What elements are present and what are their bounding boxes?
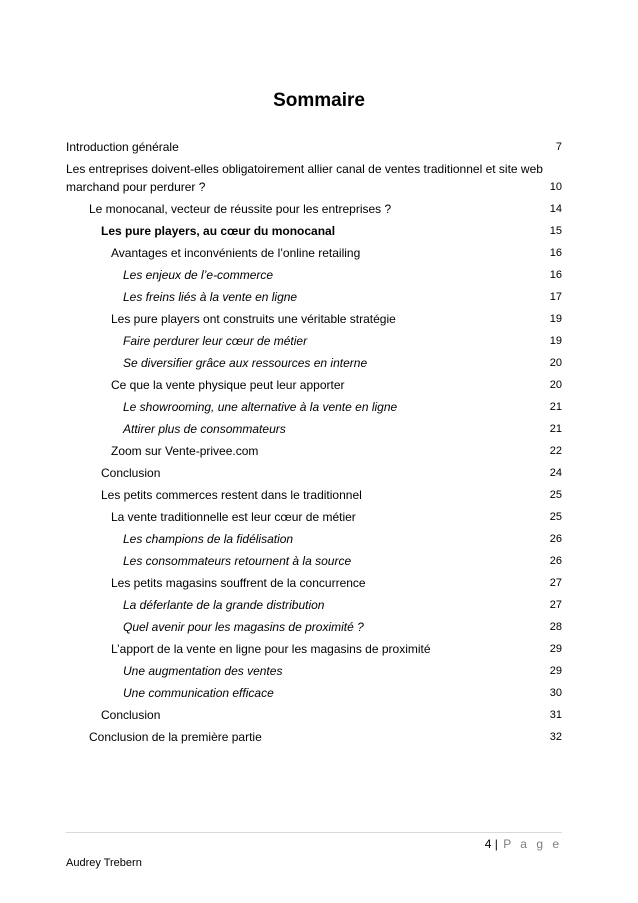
toc-entry-title: Les champions de la fidélisation — [123, 532, 294, 546]
toc-entry-page: 24 — [549, 467, 562, 479]
toc-entry-title: Les pure players ont construits une véritable stratégie — [111, 312, 396, 326]
toc-entry-title: Une augmentation des ventes — [123, 664, 283, 678]
toc-entry-title: Une communication efficace — [123, 686, 274, 700]
toc-entry-page: 20 — [549, 379, 562, 391]
footer-divider — [66, 832, 562, 833]
toc-entry-page: 15 — [549, 225, 562, 237]
toc-entry-page: 16 — [549, 269, 562, 281]
toc-entry-page: 29 — [549, 665, 562, 677]
toc-entry-title: Les freins liés à la vente en ligne — [123, 290, 298, 304]
page-separator: | — [494, 837, 498, 851]
toc-entry-title: marchand pour perdurer ? — [66, 180, 206, 194]
toc-entry-page: 30 — [549, 687, 562, 699]
toc-entry-page: 25 — [549, 489, 562, 501]
toc-entry-title: Quel avenir pour les magasins de proximité ? — [123, 620, 364, 634]
toc-entry-page: 21 — [549, 401, 562, 413]
toc-entry-title: Les pure players, au cœur du monocanal — [101, 224, 336, 238]
toc-entry-page: 29 — [549, 643, 562, 655]
toc-entry-title: Conclusion — [101, 708, 161, 722]
toc-entry-page: 14 — [549, 203, 562, 215]
page-word: P a g e — [503, 837, 562, 851]
toc-entry-page: 26 — [549, 533, 562, 545]
toc-entry-title: Le showrooming, une alternative à la vente en ligne — [123, 400, 398, 414]
toc-entry-page: 19 — [549, 313, 562, 325]
toc-entry-title: Ce que la vente physique peut leur apporter — [111, 378, 345, 392]
toc-entry-page: 21 — [549, 423, 562, 435]
footer-author: Audrey Trebern — [66, 857, 142, 869]
toc-entry-page: 7 — [555, 141, 562, 153]
toc-entry-page: 20 — [549, 357, 562, 369]
toc-entry-title: Introduction générale — [66, 140, 179, 154]
toc-entry-page: 17 — [549, 291, 562, 303]
toc-entry-title: Les entreprises doivent-elles obligatoirement allier canal de ventes traditionnel et site web — [66, 162, 543, 176]
toc-entry-title: Conclusion — [101, 466, 161, 480]
toc-entry-title: Attirer plus de consommateurs — [123, 422, 286, 436]
toc-entry-title: Avantages et inconvénients de l’online retailing — [111, 246, 361, 260]
toc-entry-title: Les petits magasins souffrent de la concurrence — [111, 576, 366, 590]
footer-page-number — [485, 837, 562, 851]
toc-entry-title: Zoom sur Vente-privee.com — [111, 444, 259, 458]
toc-entry-title: Les petits commerces restent dans le traditionnel — [101, 488, 362, 502]
toc-entry-page: 19 — [549, 335, 562, 347]
toc-entry-page: 26 — [549, 555, 562, 567]
page-number: 4 — [484, 837, 492, 851]
toc-entry-page: 27 — [549, 577, 562, 589]
toc-entry-title: Faire perdurer leur cœur de métier — [123, 334, 308, 348]
page-title: Sommaire — [273, 90, 365, 111]
toc-entry-title: Conclusion de la première partie — [89, 730, 262, 744]
toc-entry-page: 31 — [549, 709, 562, 721]
toc-entry-page: 27 — [549, 599, 562, 611]
toc-entry-page: 10 — [549, 181, 562, 193]
toc-entry-title: Le monocanal, vecteur de réussite pour les entreprises ? — [89, 202, 392, 216]
toc-entry-title: La déferlante de la grande distribution — [123, 598, 325, 612]
toc-entry-page: 25 — [549, 511, 562, 523]
toc-entry-title: La vente traditionnelle est leur cœur de métier — [111, 510, 356, 524]
toc-entry-title: Se diversifier grâce aux ressources en interne — [123, 356, 368, 370]
toc-entry-page: 28 — [549, 621, 562, 633]
toc-entry-title: Les consommateurs retournent à la source — [123, 554, 352, 568]
toc-entry-title: Les enjeux de l’e-commerce — [123, 268, 274, 282]
toc-entry-page: 16 — [549, 247, 562, 259]
toc-entry-page: 22 — [549, 445, 562, 457]
toc-entry-page: 32 — [549, 731, 562, 743]
toc-entry-title: L’apport de la vente en ligne pour les magasins de proximité — [111, 642, 431, 656]
